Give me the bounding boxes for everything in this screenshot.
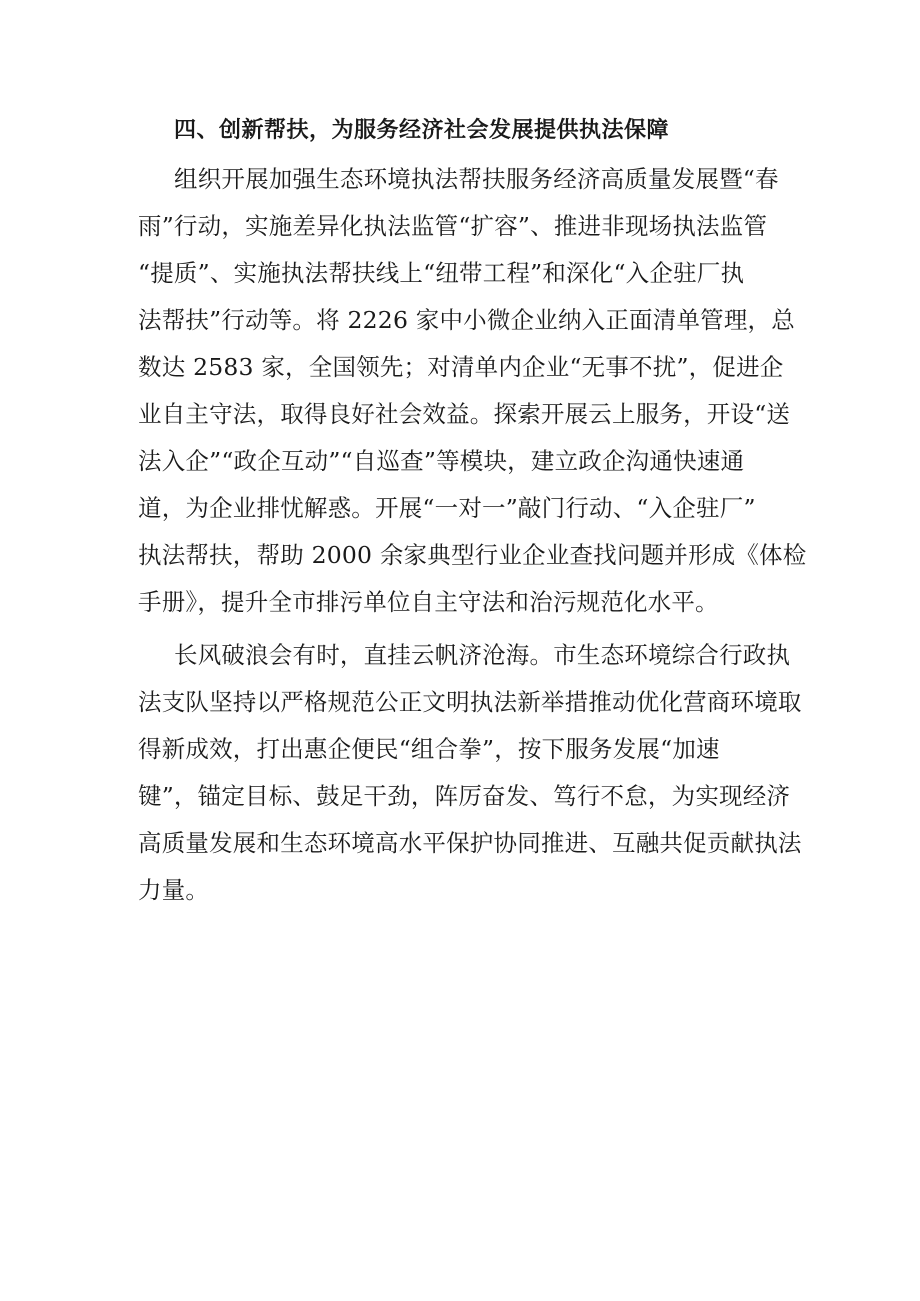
paragraph-line: 道，为企业排忧解惑。开展“一对一”敲门行动、“入企驻厂” bbox=[138, 494, 756, 522]
paragraph-line: 法帮扶”行动等。将 2226 家中小微企业纳入正面清单管理，总 bbox=[138, 306, 795, 334]
paragraph-line: 力量。 bbox=[138, 876, 210, 904]
paragraph-line: 高质量发展和生态环境高水平保护协同推进、互融共促贡献执法 bbox=[138, 829, 802, 857]
paragraph-line: 执法帮扶，帮助 2000 余家典型行业企业查找问题并形成《体检 bbox=[138, 541, 807, 569]
paragraph-line: 雨”行动，实施差异化执法监管“扩容”、推进非现场执法监管 bbox=[138, 212, 768, 240]
paragraph-line: 得新成效，打出惠企便民“组合拳”，按下服务发展“加速 bbox=[138, 735, 720, 763]
paragraph-line: 业自主守法，取得良好社会效益。探索开展云上服务，开设“送 bbox=[138, 400, 791, 428]
paragraph-line: 键”，锚定目标、鼓足干劲，阵厉奋发、笃行不怠，为实现经济 bbox=[138, 782, 791, 810]
paragraph-line: 法入企”“政企互动”“自巡查”等模块，建立政企沟通快速通 bbox=[138, 447, 745, 475]
paragraph-line: “提质”、实施执法帮扶线上“纽带工程”和深化“入企驻厂执 bbox=[138, 259, 745, 287]
paragraph-line: 组织开展加强生态环境执法帮扶服务经济高质量发展暨“春 bbox=[174, 165, 779, 193]
paragraph-line: 长风破浪会有时，直挂云帆济沧海。市生态环境综合行政执 bbox=[174, 641, 791, 669]
paragraph-line: 手册》，提升全市排污单位自主守法和治污规范化水平。 bbox=[138, 588, 719, 616]
paragraph-line: 法支队坚持以严格规范公正文明执法新举措推动优化营商环境取 bbox=[138, 688, 802, 716]
paragraph-line: 数达 2583 家，全国领先；对清单内企业“无事不扰”，促进企 bbox=[138, 353, 784, 381]
section-heading: 四、创新帮扶，为服务经济社会发展提供执法保障 bbox=[174, 118, 670, 143]
